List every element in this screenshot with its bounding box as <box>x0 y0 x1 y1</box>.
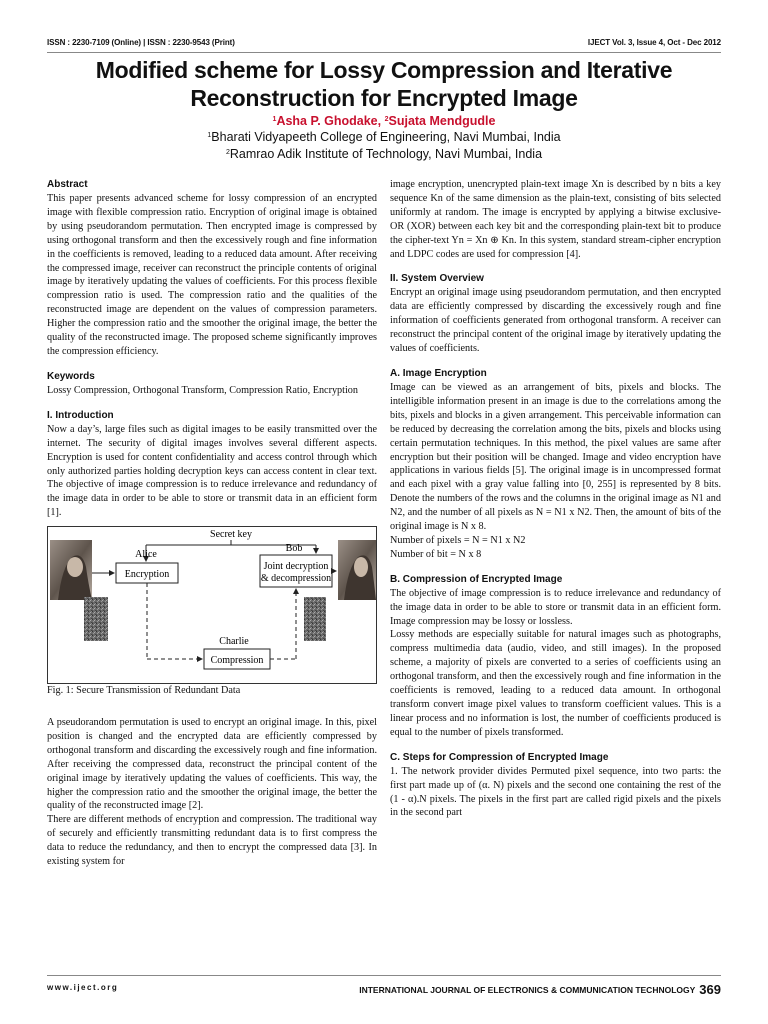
compression-text-1: The objective of image compression is to reduce irrelevance and redundancy of the image data in order to be able to store or transmit data in an efficient form. Image compression may be lossy or lossless. <box>390 587 721 627</box>
title-line-1: Modified scheme for Lossy Compression and Iterative <box>95 57 673 83</box>
keywords-text: Lossy Compression, Orthogonal Transform, Compression Ratio, Encryption <box>47 384 358 396</box>
header-journal-issue: IJECT Vol. 3, Issue 4, Oct - Dec 2012 <box>587 38 721 47</box>
introduction-heading: I. Introduction <box>47 409 114 421</box>
joint-decryption-line2: & decompression <box>260 573 332 585</box>
keywords-heading: Keywords <box>47 370 95 382</box>
author1-sup: 1 <box>272 116 277 123</box>
footer-journal <box>359 982 721 997</box>
image-encryption-heading: A. Image Encryption <box>390 367 487 379</box>
page-number: 369 <box>699 982 721 997</box>
charlie-label: Charlie <box>219 636 249 648</box>
figure-caption: Fig. 1: Secure Transmission of Redundant Data <box>47 685 241 697</box>
reconstructed-image-right <box>338 540 376 600</box>
intro-para-3: There are different methods of encryption and compression. The traditional way of securely and efficiently transmitting redundant data is to first compress the data to reduce the redundancy, and then to encrypt the compressed data [3]. In existing system for <box>47 814 377 868</box>
title-line-2: Reconstruction for Encrypted Image <box>190 85 578 111</box>
author2-sup: 2 <box>384 116 389 123</box>
footer-website: www.iject.org <box>47 983 119 992</box>
bits-equation: Number of bit = N x 8 <box>390 548 482 560</box>
affil1-text: Bharati Vidyapeeth College of Engineering, Navi Mumbai, India <box>211 130 561 144</box>
secret-key-label: Secret key <box>210 529 252 541</box>
affil2-sup: 2 <box>225 149 230 156</box>
header-rule <box>47 52 721 53</box>
compression-heading: B. Compression of Encrypted Image <box>390 573 563 585</box>
system-overview-heading: II. System Overview <box>390 273 484 285</box>
compression-box-label: Compression <box>210 655 264 667</box>
footer-journal-name: INTERNATIONAL JOURNAL OF ELECTRONICS & COMMUNICATION TECHNOLOGY <box>359 985 696 995</box>
system-overview-text: Encrypt an original image using pseudorandom permutation, and then encrypted data are efficiently compressed by discarding the excessively rough and fine information of coefficients generated from orthogonal transform. A receiver can reconstruct the principal content of the original image by iteratively updating the values of coefficients. <box>390 287 721 355</box>
affiliation-2 <box>40 147 728 161</box>
intro-continuation: image encryption, unencrypted plain-text image Xn is described by n bits a key sequence Kn of the same dimension as the plain-text, consisting of bits selected uniformly at random. The image is encrypted by applying a bitwise exclusive-OR (XOR) between each key bit and the corresponding plain-text bit to produce the cipher-text Yn = Xn ⊕ Kn. In this system, standard stream-cipher encryption and LDPC codes are used for compression [4]. <box>390 179 721 260</box>
right-column <box>390 178 721 820</box>
intro-para-1: Now a day’s, large files such as digital images to be easily transmitted over the internet. The security of digital images involves several different aspects. Encryption is used for content confidentiality and access control through which only authorized parties holding decryption keys can access content in clear text. The objective of image compression is to reduce irrelevance and redundancy of the image data in order to be able to store or transmit data in an efficient form [1]. <box>47 423 377 519</box>
image-encryption-text: Image can be viewed as an arrangement of bits, pixels and blocks. The intelligible information present in an image is due to the correlations among the bits, pixels and blocks in a given arrangement. This perceivable information can be reduced by decreasing the correlation among the bits, pixels and blocks using certain permutation techniques. In this method, the pixel values are same after encryption but their position will be changed. Image and video encryption have applications in various fields [5]. The original image is in uncompressed format and each pixel with a gray value falling into [0, 255] is represented by 8 bits. Denote the numbers of the rows and the columns in the original image as N1 and N2, and the number of all pixels as N = N1 x N2. Then, the amount of bits of the original image is N x 8. <box>390 381 721 533</box>
joint-decryption-line1: Joint decryption <box>263 561 329 573</box>
left-column <box>47 178 377 869</box>
author-1: Asha P. Ghodake, <box>276 114 385 128</box>
encrypted-image-right <box>304 597 326 641</box>
abstract-heading: Abstract <box>47 179 88 190</box>
figure-diagram <box>48 527 376 683</box>
original-image-left <box>50 540 92 600</box>
pixels-equation: Number of pixels = N = N1 x N2 <box>390 534 526 546</box>
steps-text: 1. The network provider divides Permuted pixel sequence, into two parts: the first part made up of (α. N) pixels and the second one containing the rest of the (1 - α).N pixels. The pixels in the first part are called rigid pixels and the pixels in the second part <box>390 765 721 819</box>
footer-rule <box>47 975 721 976</box>
encrypted-image-left <box>84 597 108 641</box>
affil2-text: Ramrao Adik Institute of Technology, Navi Mumbai, India <box>229 147 543 161</box>
affil1-sup: 1 <box>207 132 212 139</box>
authors <box>40 114 728 128</box>
author-2: Sujata Mendgudle <box>388 114 496 128</box>
steps-heading: C. Steps for Compression of Encrypted Image <box>390 751 609 763</box>
bob-label: Bob <box>285 543 303 555</box>
figure-1 <box>47 526 377 684</box>
encryption-box-label: Encryption <box>124 569 170 581</box>
intro-para-2: A pseudorandom permutation is used to encrypt an original image. In this, pixel position is changed and the encrypted data are efficiently compressed by orthogonal transform and discarding the excessively rough and fine information. After receiving the compressed data, reconstruct the principal content of the original image by iteratively updating the values of coefficients. This way, the higher the compression ratio and the smoother the original image, the better the quality of the reconstructed image [2]. <box>47 717 377 812</box>
affiliation-1 <box>40 130 728 144</box>
paper-title <box>40 56 728 112</box>
abstract-text: This paper presents advanced scheme for lossy compression of an encrypted image with flexible compression ratio. Encryption of original image is obtained by using pseudorandom permutation. Then encrypted image is compressed by using orthogonal transform and then the excessively rough and fine information in the coefficients is removed, leading to a reduced data amount. After receiving the compressed image, receiver can reconstruct the principle contents of original image by iteratively updating the values of coefficients. For this process flexible compression ratio is used. The compression ratio and the qualities of the reconstructed image are dependent on the values of compression parameters. Higher the compression ratio and the smoother the original image, the better the quality of the reconstructed image. The proposed scheme significantly improves the compression efficiency. <box>47 193 377 357</box>
alice-label: Alice <box>135 549 157 561</box>
header-issn: ISSN : 2230-7109 (Online) | ISSN : 2230-9543 (Print) <box>47 38 235 47</box>
compression-text-2: Lossy methods are especially suitable for natural images such as photographs, compress multimedia data (audio, video, and still images). In the proposed scheme, a majority of pixels are converted to a series of coefficients using an orthogonal transform, and then the excessively rough and fine information in the coefficients is removed, leading to a reduced data amount. In orthogonal transform convert image pixel values to transform coefficient values. This is a linear process and no information is lost, the number of coefficients produced is equal to the number of pixels transformed. <box>390 629 721 738</box>
